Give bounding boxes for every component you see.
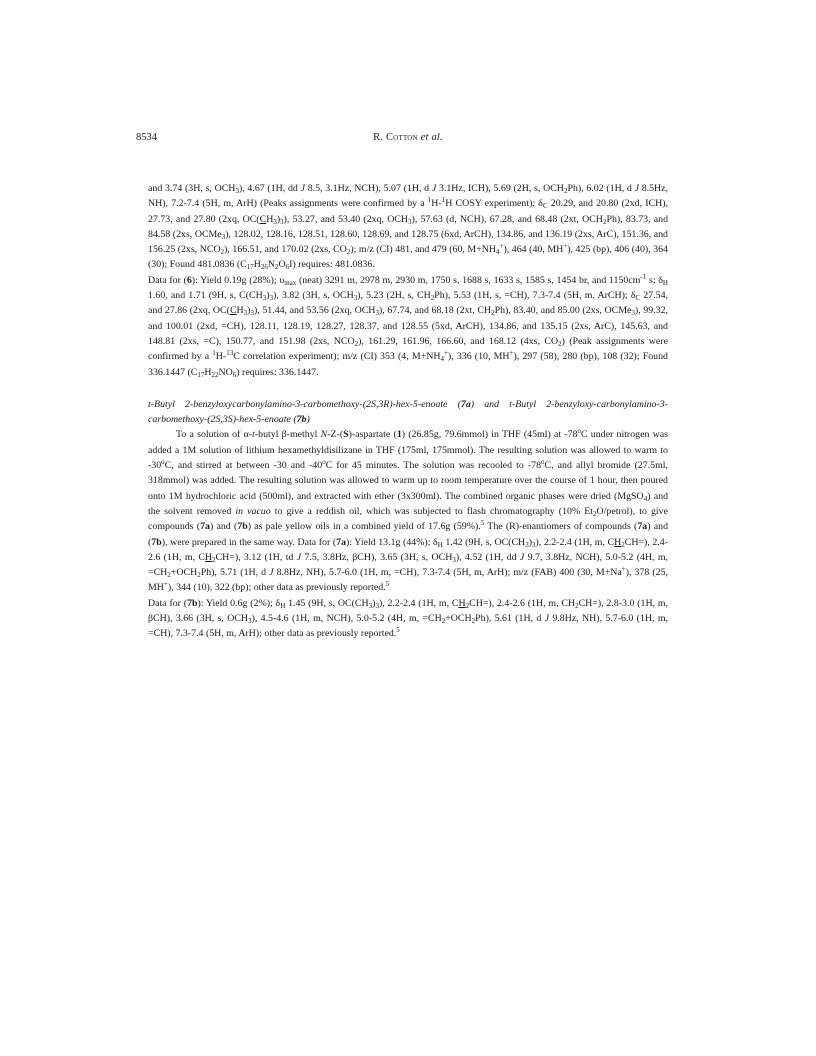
page-number: 8534 [136,132,157,143]
section-spacer [148,380,668,397]
data-for-7b-paragraph: Data for (7b): Yield 0.6g (2%); $\delta_H$ 1.45 (9H, s, $OC(CH_3)_3$), 2.2-2.4 (1H, m, $CH_2CH=$), 2.4-2.6 (1H, m, $CH_2CH=$), 2.8-3.0 (1H, m, βCH), 3.66 (3H, s, $OCH_3$), 4.5-4.6 (1H, m, NCH), 5.0-5.2 (4H, m, $=CH_2+OCH_2Ph$), 5.61 (1H, d J 9.8Hz, NH), 5.7-6.0 (1H, m, =CH), 7.3-7.4 (5H, m, ArH); other data as previously reported.$^5$ [148,597,668,640]
running-head [136,132,680,143]
page-header [136,132,680,146]
procedure-paragraph: To a solution of α-t-butyl β-methyl N-Z-(S)-aspartate (1) (26.85g, 79.6mmol) in THF (45ml) at -78$^o$C under nitrogen was added a 1M solution of lithium hexamethyldisilizane in THF (175ml, 175mmol). The resulting solution was allowed to warm to -30$^o$C, and stirred at between -30 and -40$^o$C for 45 minutes. The solution was recooled to -78$^o$C, and allyl bromide (27.5ml, 318mmol) was added. The resulting solution was allowed to warm up to room temperature over the course of 1 hour, then poured onto 1M hydrochloric acid (500ml), and extracted with ether (3x300ml). The combined organic phases were dried (MgSO$_4$) and the solvent removed in vacuo to give a reddish oil, which was subjected to flash chromatography (10% $Et_2O/petrol$), to give compounds (7a) and (7b) as pale yellow oils in a combined yield of 17.6g (59%).$^5$ The (R)-enantiomers of compounds (7a) and (7b), were prepared in the same way. Data for (7a): Yield 13.1g (44%); $\delta_H$ 1.42 (9H, s, $OC(CH_3)_3$), 2.2-2.4 (1H, m, $CH_2CH=$), 2.4-2.6 (1H, m, $CH_2CH=$), 3.12 (1H, td J 7.5, 3.8Hz, βCH), 3.65 (3H, s, $OCH_3$), 4.52 (1H, dd J 9.7, 3.8Hz, NCH), 5.0-5.2 (4H, m, $=CH_2+OCH_2Ph$), 5.71 (1H, d J 8.8Hz, NH), 5.7-6.0 (1H, m, =CH), 7.3-7.4 (5H, m, ArH); m/z (FAB) 400 (30, M+Na+), 378 (25, MH+), 344 (10), 322 (bp); other data as previously reported.$^5$ [148,427,669,594]
running-head-author: R. Cotton [373,132,418,143]
section-heading: t-Butyl 2-benzyloxycarbonylamino-3-carbomethoxy-(2S,3R)-hex-5-enoate (7a) and t-Butyl 2-benzyloxy-carbonylamino-3-carbomethoxy-(2S,3S)-hex-5-enoate (7b) [148,398,668,426]
data-for-6-paragraph: Data for (6): Yield 0.19g (28%); $\upsilon_{max}$ (neat) 3291 m, 2978 m, 2930 m, 1750 s, 1688 s, 1633 s, 1585 s, 1454 br, and $1150cm^{-1}$ s; $\delta_H$ 1.60, and 1.71 (9H, s, $C(CH_3)_3$), 3.82 (3H, s, $OCH_3$), 5.23 (2H, s, $CH_2Ph$), 5.53 (1H, s, =CH), 7.3-7.4 (5H, m, ArCH); $\delta_C$ 27.54, and 27.86 (2xq, $OC(CH_3)_3$), 51.44, and 53.56 (2xq, $OCH_3$), 67.74, and 68.18 (2xt, $CH_2Ph$), 83.40, and 85.00 (2xs, OCMe$_3$), 99.32, and 100.01 (2xd, =CH), 128.11, 128.19, 128.27, 128.37, and 128.55 (5xd, ArCH), 134.86, and 135.15 (2xs, ArC), 145.63, and 148.81 (2xs, =C), 150.77, and 151.98 (2xs, $NCO_2$), 161.29, 161.96, 166.60, and 168.12 (4xs, $CO_2$) (Peak assignments were confirmed by a $^1$H-$^{13}$C correlation experiment); m/z (CI) 353 (4, $M+NH_4^+$), 336 (10, MH+), 297 (58), 280 (bp), 108 (32); Found 336.1447 $(C_{17}H_{22}NO_6)$ requires: 336.1447. [148,272,668,379]
running-head-etal: et al. [420,132,443,143]
nmr-data-paragraph: and 3.74 (3H, s, $OCH_3$), 4.67 (1H, dd J 8.5, 3.1Hz, NCH), 5.07 (1H, d J 3.1Hz, ICH), 5.69 (2H, s, $OCH_2Ph$), 6.02 (1H, d J 8.5Hz, NH), 7.2-7.4 (5H, m, ArH) (Peaks assignments were confirmed by a $^1$H-$^1$H COSY experiment); $\delta_C$ 20.29, and 20.80 (2xd, ICH), 27.73, and 27.80 (2xq, $OC(CH_3)_3$), 53.27, and 53.40 (2xq, $OCH_3$), 57.63 (d, NCH), 67.28, and 68.48 (2xt, $OCH_2Ph$), 83.73, and 84.58 (2xs, OCMe$_3$), 128.02, 128.16, 128.51, 128.60, 128.69, and 128.75 (6xd, ArCH), 134.86, and 136.19 (2xs, ArC), 151.36, and 156.25 (2xs, $NCO_2$), 166.51, and 170.02 (2xs, $CO_2$); m/z (CI) 481, and 479 (60, $M+NH_4^+$), 464 (40, MH+), 425 (bp), 406 (40), 364 (30); Found 481.0836 $(C_{17}H_{26}N_2O_6I)$ requires: 481.0836. [148,183,669,272]
main-text [148,181,668,642]
